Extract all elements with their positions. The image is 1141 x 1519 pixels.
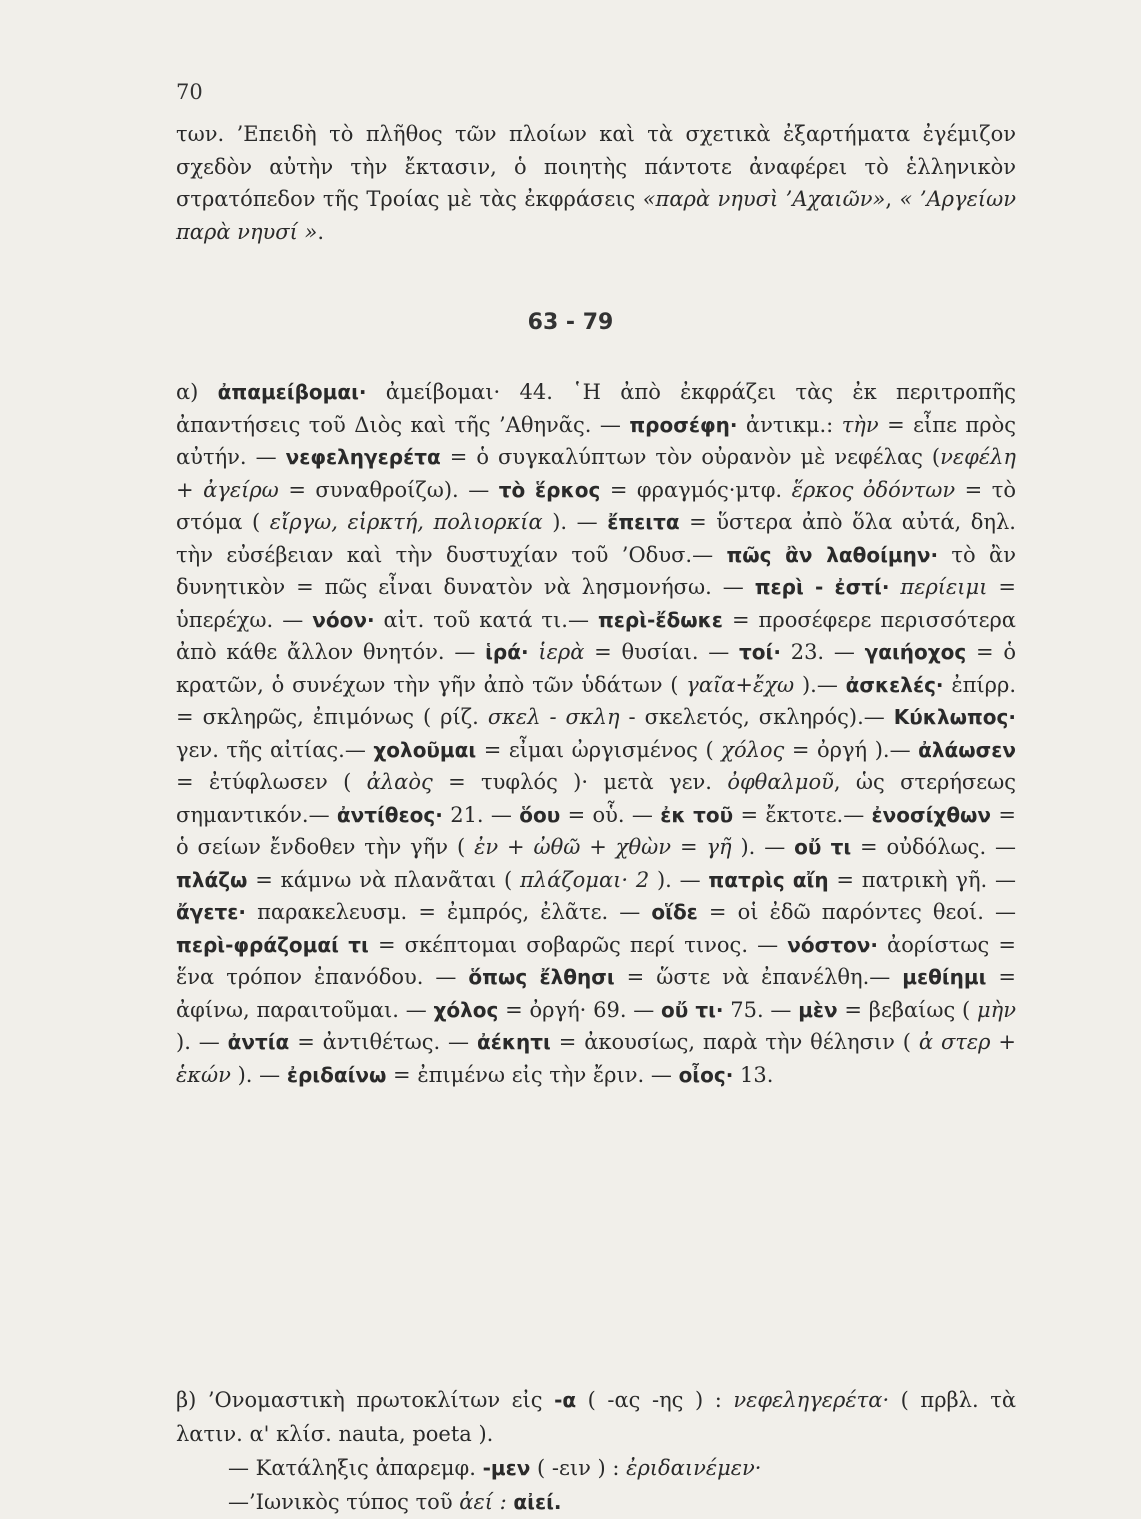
headword: ἐκ τοῦ <box>660 802 734 827</box>
gloss-text: αἰτ. τοῦ κατά τι.— <box>374 607 598 632</box>
headword: -μεν <box>482 1456 531 1480</box>
italic-term: γαῖα+ἔχω <box>686 672 795 697</box>
italic-term: ἀλαὸς <box>366 770 433 794</box>
headword: -α <box>554 1388 577 1412</box>
headword: μεθίημι <box>902 965 987 989</box>
gloss-text: = πατρικὴ γῆ. — <box>828 867 1016 892</box>
gloss-text: τὸ ἂν δυνητικὸν = πῶς εἶναι δυνατὸν νὰ λησμονήσω. — <box>176 542 1016 599</box>
italic-term: νεφέλη + ἀγείρω <box>176 445 1016 502</box>
gloss-text: —’Ιωνικὸς τύπος τοῦ <box>228 1490 460 1514</box>
headword: περὶ-ἔδωκε <box>597 607 723 632</box>
headword: πῶς ἂν λαθοίμην· <box>726 542 939 567</box>
headword: ἔπειτα <box>607 510 680 534</box>
headword: ἐνοσίχθων <box>871 802 992 827</box>
intro-paragraph <box>176 118 1016 248</box>
gloss-text: = ὑπερέχω. — <box>176 575 1016 632</box>
headword: νόον· <box>312 607 375 632</box>
gloss-text: ἐπίρρ. = σκληρῶς, ἐπιμόνως ( ρίζ. <box>176 672 1016 729</box>
intro-period: . <box>317 219 325 244</box>
gloss-text: = ἔκτοτε.— <box>733 802 872 827</box>
gloss-text: ( -ειν ) : <box>530 1456 627 1480</box>
gloss-text: = ὀργή· 69. — <box>498 997 662 1022</box>
section-heading: 63 - 79 <box>527 310 614 335</box>
headword: πλάζω <box>176 867 248 892</box>
headword: οὔ τι <box>794 835 852 859</box>
headword: οὔ τι· <box>661 997 724 1022</box>
italic-term: ἕρκος ὀδόντων <box>791 477 956 502</box>
gloss-text: ).— <box>794 672 846 697</box>
gloss-text: α) <box>176 380 218 404</box>
gloss-text: = εἶπε πρὸς αὐτήν. — <box>176 412 1016 469</box>
gloss-text: = φραγμός·μτφ. <box>600 477 792 502</box>
headword: ἱρά· <box>485 640 529 664</box>
gloss-text: = ὁ κρατῶν, ὁ συνέχων τὴν γῆν ἀπὸ τῶν ὑδάτων ( <box>176 640 1016 697</box>
italic-term: ἀεί : <box>459 1490 507 1514</box>
gloss-text: β) ’Ονομαστικὴ πρωτοκλίτων εἰς <box>176 1388 555 1412</box>
gloss-text: 13. <box>733 1062 774 1087</box>
gloss-text: = ἐπιμένω εἰς τὴν ἔριν. — <box>386 1062 679 1087</box>
headword: χόλος <box>433 997 499 1022</box>
gloss-text: = οὗ. — <box>560 802 661 827</box>
headword: προσέφη· <box>629 412 738 437</box>
gloss-text: = τυφλός )· μετὰ γεν. <box>432 770 728 794</box>
headword: τὸ ἕρκος <box>498 477 601 502</box>
gloss-text: 21. — <box>442 802 520 827</box>
gloss-text: = ἀντιθέτως. — <box>289 1030 477 1054</box>
gloss-text: ( πρβλ. τὰ λατιν. α' κλίσ. nauta, poeta ). <box>176 1388 1017 1446</box>
italic-term: εἴργω, εἱρκτή, πολιορκία <box>269 510 543 534</box>
gloss-text: = ὕστερα ἀπὸ ὅλα αὐτά, δηλ. τὴν εὐσέβειαν καὶ τὴν δυστυχίαν τοῦ ’Οδυσ.— <box>176 510 1016 567</box>
italic-term: πλάζομαι· 2 <box>519 867 650 892</box>
grammar-section-beta <box>176 1383 1016 1519</box>
headword: γαιήοχος <box>864 640 967 664</box>
headword: νόστον· <box>787 932 878 957</box>
intro-quote-achaeans: «παρὰ νηυσὶ ’Αχαιῶν» <box>642 187 886 211</box>
glossary-section-alpha <box>176 376 1016 1091</box>
headword: ἀντίθεος· <box>336 802 443 827</box>
gloss-text: ). — <box>230 1062 287 1087</box>
gloss-text: = οἱ ἐδῶ παρόντες θεοί. — <box>697 900 1016 924</box>
headword: ἀσκελές· <box>845 672 944 697</box>
gloss-text: γεν. τῆς αἰτίας.— <box>176 737 374 762</box>
headword: ἄγετε· <box>176 900 246 924</box>
grammar-note <box>176 1383 1016 1451</box>
gloss-text: = τὸ στόμα ( <box>176 477 1016 534</box>
intro-text: των. ’Επειδὴ τὸ πλῆθος τῶν πλοίων καὶ τὰ σχετικὰ ἐξαρτήματα ἐγέμιζον σχεδὸν αὐτὴν τὴν ἔκτασιν, ὁ ποιητὴς πάντοτε ἀναφέρει τὸ ἑλληνικὸν στρατόπεδον τῆς Τροίας μὲ τὰς ἐκφράσεις <box>176 122 1016 211</box>
headword: ἀπαμείβομαι· <box>217 380 367 404</box>
headword: τοί· <box>739 640 781 664</box>
gloss-text: παρακελευσμ. = ἐμπρός, ἐλᾶτε. — <box>246 900 652 924</box>
headword: πατρὶς αἴη <box>708 867 829 892</box>
italic-term: ἱερὰ <box>538 640 585 664</box>
gloss-text: = ἀκουσίως, παρὰ τὴν θέλησιν ( <box>550 1030 919 1054</box>
italic-term: σκελ - σκλη <box>487 705 620 729</box>
gloss-text: = ἐτύφλωσεν ( <box>176 770 367 794</box>
grammar-note <box>176 1485 1016 1519</box>
headword: οἶος· <box>678 1062 734 1087</box>
gloss-text: ἀμείβομαι· 44. ῾Η ἀπὸ ἐκφράζει τὰς ἐκ περιτροπῆς ἀπαντήσεις τοῦ Διὸς καὶ τῆς ’Αθηνᾶς. — <box>176 380 1016 437</box>
gloss-text: = σκέπτομαι σοβαρῶς περί τινος. — <box>368 932 788 957</box>
headword: ὅου <box>519 802 561 827</box>
gloss-text: = ὀργή ).— <box>784 737 919 762</box>
gloss-text: - σκελετός, σκληρός).— <box>619 705 894 729</box>
italic-term: περίειμι <box>900 575 988 599</box>
gloss-text: = συναθροίζω). — <box>278 477 499 502</box>
gloss-text <box>889 575 900 599</box>
gloss-text: ). — <box>649 867 709 892</box>
gloss-text: ( -ας -ης ) : <box>576 1388 734 1412</box>
headword: οἵδε <box>651 900 698 924</box>
intro-quote-argives: « ’Αργείων παρὰ νηυσί » <box>176 187 1016 244</box>
italic-term: τὴν <box>841 412 879 437</box>
gloss-text: ). — <box>542 510 608 534</box>
gloss-text: = ὁ σείων ἔνδοθεν τὴν γῆν ( <box>176 802 1016 859</box>
gloss-text: = οὐδόλως. — <box>851 835 1017 859</box>
gloss-text: = ὥστε νὰ ἐπανέλθη.— <box>614 965 903 989</box>
gloss-text: 23. — <box>780 640 865 664</box>
intro-separator: , <box>885 187 900 211</box>
headword: ἐριδαίνω <box>286 1062 387 1087</box>
gloss-text: — Κατάληξις ἀπαρεμφ. <box>228 1456 483 1480</box>
gloss-text <box>529 640 539 664</box>
gloss-text: = βεβαίως ( <box>837 997 977 1022</box>
headword: περὶ-φράζομαί τι <box>176 932 369 957</box>
grammar-note <box>176 1451 1016 1485</box>
headword: αἰεί. <box>513 1490 562 1514</box>
gloss-text: = ἀφίνω, παραιτοῦμαι. — <box>176 965 1017 1022</box>
gloss-text: ἀορίστως = ἕνα τρόπον ἐπανόδου. — <box>176 932 1017 989</box>
italic-term: μὴν <box>976 997 1016 1022</box>
gloss-text: = ὁ συγκαλύπτων τὸν οὐρανὸν μὲ νεφέλας ( <box>440 445 941 469</box>
headword: ὅπως ἔλθησι <box>468 965 615 989</box>
gloss-text: = προσέφερε περισσότερα ἀπὸ κάθε ἄλλον θνητόν. — <box>176 607 1016 664</box>
italic-term: ἐριδαινέμεν· <box>626 1456 762 1480</box>
gloss-text: ἀντικμ.: <box>737 412 842 437</box>
gloss-text: = θυσίαι. — <box>584 640 740 664</box>
headword: μὲν <box>798 997 838 1022</box>
italic-term: νεφεληγερέτα· <box>733 1388 890 1412</box>
headword: χολοῦμαι <box>373 737 477 762</box>
gloss-text: , ὡς στερήσεως σημαντικόν.— <box>176 770 1017 827</box>
gloss-text: = εἶμαι ὠργισμένος ( <box>476 737 722 762</box>
headword: περὶ - ἐστί· <box>754 575 890 599</box>
headword: ἀέκητι <box>476 1030 551 1054</box>
headword: ἀλάωσεν <box>918 737 1016 762</box>
headword: Κύκλωπος· <box>893 705 1016 729</box>
gloss-text: = κάμνω νὰ πλανᾶται ( <box>247 867 520 892</box>
headword: ἀντία <box>227 1030 290 1054</box>
headword: νεφεληγερέτα <box>285 445 441 469</box>
gloss-text: ). — <box>176 1030 228 1054</box>
gloss-text: ). — <box>731 835 795 859</box>
page-number: 70 <box>176 80 203 104</box>
italic-term: ὀφθαλμοῦ <box>727 770 834 794</box>
italic-term: ἐν + ὠθῶ + χθὼν = γῆ <box>474 835 732 859</box>
glossary-paragraph <box>176 376 1016 1091</box>
italic-term: χόλος <box>721 737 785 762</box>
gloss-text: 75. — <box>723 997 799 1022</box>
italic-term: ἀ στερ + ἑκών <box>176 1030 1017 1087</box>
